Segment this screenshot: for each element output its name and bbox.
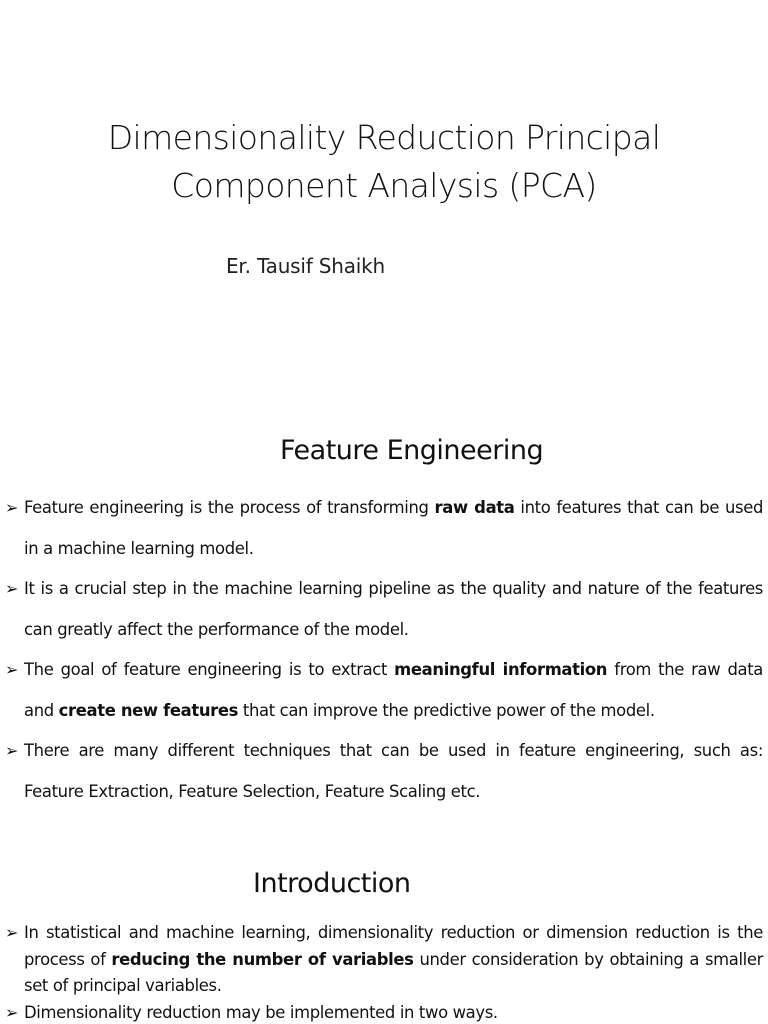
arrow-bullet-icon: ➢: [5, 923, 19, 942]
bullet-text: [24, 498, 763, 558]
bullet-item: [5, 920, 763, 1000]
arrow-bullet-icon: ➢: [5, 579, 19, 598]
text-run: In statistical and machine learning, dimensionality reduction or dimension reduction is the process of: [24, 923, 763, 969]
bullet-item: [5, 731, 763, 812]
text-run: under consideration by obtaining a smaller set of principal variables.: [24, 949, 763, 995]
bullet-item: [5, 1000, 763, 1024]
bullet-text: [24, 579, 763, 639]
presentation-title: [0, 114, 768, 210]
text-run: into features that can be used in a machine learning model.: [24, 498, 763, 558]
feature-engineering-bullets: [5, 488, 763, 812]
bullet-text: [24, 1003, 498, 1022]
feature-engineering-heading: Feature Engineering: [280, 435, 544, 466]
text-run: It is a crucial step in the machine learning pipeline as the quality and nature of the features can greatly affect the performance of the model.: [24, 579, 763, 639]
text-run: from the raw data and: [24, 660, 763, 720]
bold-phrase: create new features: [58, 700, 239, 720]
bullet-text: [24, 923, 763, 995]
arrow-bullet-icon: ➢: [5, 660, 19, 679]
bullet-item: [5, 488, 763, 569]
title-line-1: Dimensionality Reduction Principal: [107, 118, 661, 157]
introduction-heading: Introduction: [253, 868, 411, 899]
bold-phrase: meaningful information: [394, 660, 608, 679]
bullet-item: [5, 650, 763, 731]
bold-phrase: raw data: [434, 498, 515, 517]
text-run: There are many different techniques that can be used in feature engineering, such as: Feature Extraction, Feature Selection, Feature Scaling etc.: [24, 741, 763, 801]
bullet-item: [5, 569, 763, 650]
arrow-bullet-icon: ➢: [5, 1002, 19, 1022]
text-run: that can improve the predictive power of the model.: [238, 700, 655, 720]
arrow-bullet-icon: ➢: [5, 741, 19, 760]
text-run: Dimensionality reduction may be implemented in two ways.: [24, 1002, 498, 1022]
author-name: Er. Tausif Shaikh: [226, 254, 385, 278]
arrow-bullet-icon: ➢: [5, 498, 19, 517]
bullet-text: [24, 741, 763, 801]
bold-phrase: reducing the number of variables: [111, 949, 414, 969]
title-line-2: Component Analysis (PCA): [171, 166, 597, 205]
bullet-text: [24, 660, 763, 720]
text-run: The goal of feature engineering is to extract: [24, 660, 395, 679]
text-run: Feature engineering is the process of transforming: [24, 498, 435, 517]
introduction-bullets: [5, 920, 763, 1024]
